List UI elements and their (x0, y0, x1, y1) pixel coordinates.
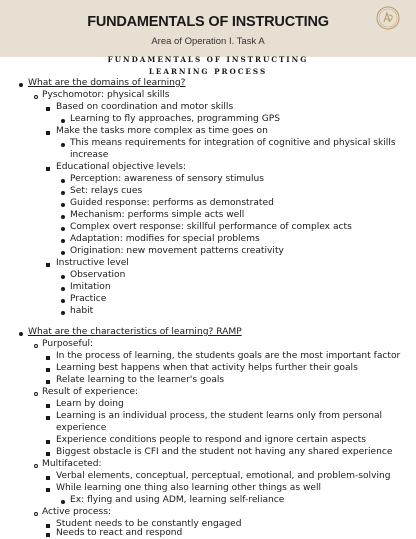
list-item: Guided response: performs as demonstrated (70, 198, 274, 208)
bullet-level-3 (46, 380, 50, 384)
bullet-level-4 (61, 215, 65, 219)
bullet-level-2 (34, 512, 38, 516)
list-item: Ex: flying and using ADM, learning self-reliance (70, 495, 285, 505)
list-item: Make the tasks more complex as time goes on (56, 126, 268, 136)
bullet-level-3 (46, 452, 50, 456)
bullet-level-4 (61, 311, 65, 315)
bullet-level-2 (34, 344, 38, 348)
list-item: Experience conditions people to respond and ignore certain aspects (56, 435, 366, 445)
list-item: While learning one thing also learning other things as well (56, 483, 322, 493)
list-item: Educational objective levels: (56, 162, 187, 172)
bullet-level-3 (46, 524, 50, 528)
list-item: Set: relays cues (70, 186, 143, 196)
bullet-level-4 (61, 287, 65, 291)
list-item: Student needs to be constantly engaged (56, 519, 242, 529)
document-header (0, 0, 416, 57)
bullet-level-3 (46, 416, 50, 420)
list-item: Needs to react and respond (56, 528, 183, 538)
bullet-level-4 (61, 191, 65, 195)
bullet-level-4 (61, 275, 65, 279)
bullet-level-4 (61, 179, 65, 183)
bullet-level-1 (19, 83, 23, 87)
list-item-continued: increase (70, 150, 109, 160)
list-item: Learning best happens when that activity helps further their goals (56, 363, 358, 373)
bullet-level-3 (46, 533, 50, 537)
bullet-level-2 (34, 95, 38, 99)
list-item: Origination: new movement patterns creativity (70, 246, 284, 256)
list-item: Multifaceted: (42, 459, 102, 469)
list-item: Learn by doing (56, 399, 124, 409)
bullet-level-3 (46, 404, 50, 408)
list-item: Imitation (70, 282, 111, 292)
bullet-level-4 (61, 239, 65, 243)
bullet-level-2 (34, 464, 38, 468)
list-item: Perception: awareness of sensory stimulus (70, 174, 265, 184)
bullet-level-1 (19, 332, 23, 336)
bullet-level-4 (61, 203, 65, 207)
bullet-level-4 (61, 119, 65, 123)
list-item: Complex overt response: skillful performance of complex acts (70, 222, 352, 232)
bullet-level-3 (46, 263, 50, 267)
document-title: FUNDAMENTALS OF INSTRUCTING (87, 14, 329, 30)
list-item: Observation (70, 270, 126, 280)
bullet-level-4 (61, 500, 65, 504)
bullet-level-3 (46, 476, 50, 480)
list-item: In the process of learning, the students goals are the most important factor (56, 351, 401, 361)
gold-monogram-logo-icon (376, 6, 400, 30)
bullet-level-3 (46, 131, 50, 135)
bullet-level-3 (46, 440, 50, 444)
list-item: Verbal elements, conceptual, perceptual, emotional, and problem-solving (56, 471, 391, 481)
bullet-level-3 (46, 356, 50, 360)
bullet-level-2 (34, 392, 38, 396)
question-domains-of-learning: What are the domains of learning? (28, 78, 186, 88)
list-item: Pyschomotor: physical skills (42, 90, 170, 100)
list-item: Learning to fly approaches, programming GPS (70, 114, 280, 124)
bullet-level-4 (61, 143, 65, 147)
list-item: Biggest obstacle is CFI and the student not having any shared experience (56, 447, 393, 457)
list-item: This means requirements for integration of cognitive and physical skills (70, 138, 396, 148)
list-item: Mechanism: performs simple acts well (70, 210, 245, 220)
list-item: Active process: (42, 507, 112, 517)
list-item: Instructive level (56, 258, 129, 268)
bullet-level-3 (46, 368, 50, 372)
bullet-level-3 (46, 488, 50, 492)
list-item: Result of experience: (42, 387, 139, 397)
list-item: Practice (70, 294, 107, 304)
section-subheading: LEARNING PROCESS (148, 67, 268, 76)
question-characteristics-of-learning: What are the characteristics of learning? RAMP (28, 327, 242, 337)
document-subtitle: Area of Operation I. Task A (151, 36, 265, 47)
list-item: Learning is an individual process, the student learns only from personal (56, 411, 383, 421)
list-item-continued: experience (56, 423, 107, 433)
bullet-level-4 (61, 227, 65, 231)
bullet-level-3 (46, 167, 50, 171)
bullet-level-4 (61, 299, 65, 303)
section-heading: FUNDAMENTALS OF INSTRUCTING (107, 55, 309, 64)
list-item: Purposeful: (42, 339, 94, 349)
list-item: Adaptation: modifies for special problems (70, 234, 260, 244)
bullet-level-4 (61, 251, 65, 255)
list-item: Based on coordination and motor skills (56, 102, 234, 112)
list-item: habit (70, 306, 94, 316)
bullet-level-3 (46, 107, 50, 111)
list-item: Relate learning to the learner's goals (56, 375, 225, 385)
